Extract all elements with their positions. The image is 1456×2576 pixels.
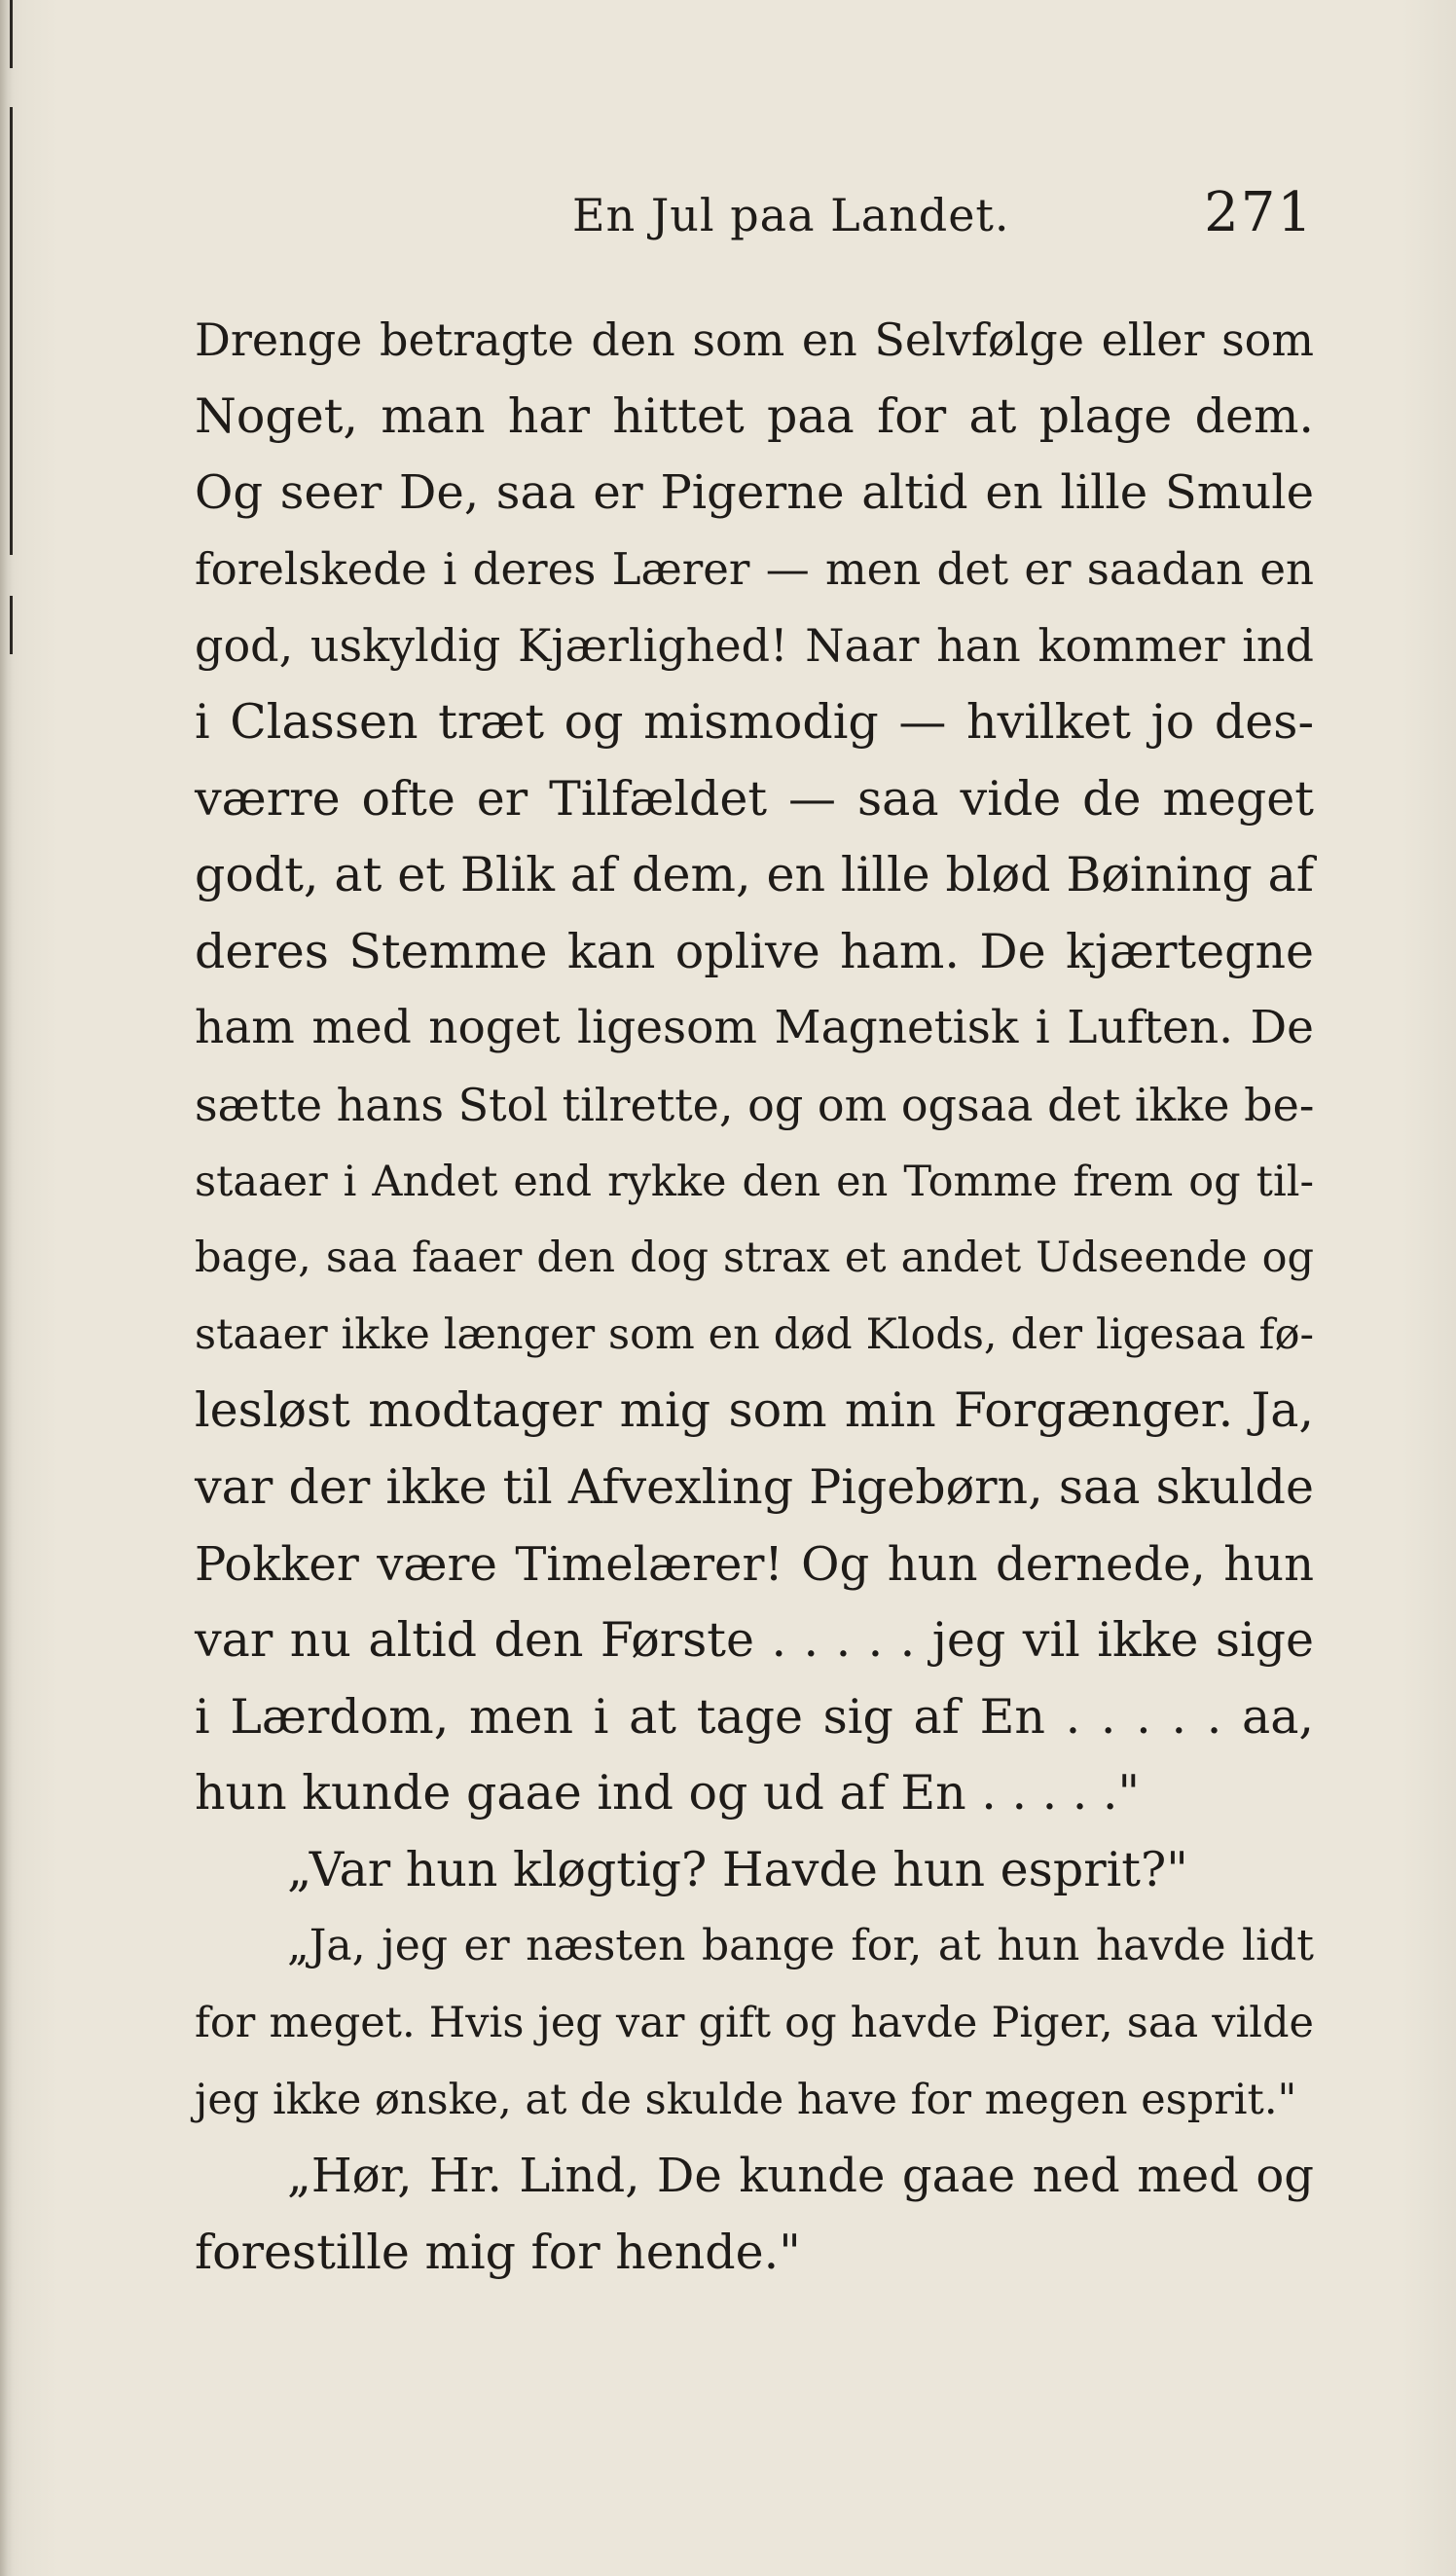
paragraph-1 [195, 302, 1314, 1832]
text-line: Og seer De, saa er Pigerne altid en lille Smule [195, 465, 1314, 521]
running-title: En Jul paa Landet. [572, 189, 1010, 241]
binding-mark [10, 0, 13, 68]
text-line: deres Stemme kan oplive ham. De kjærtegne [195, 923, 1314, 979]
text-line: staaer i Andet end rykke den en Tomme frem og til- [195, 1157, 1314, 1206]
text-line: jeg ikke ønske, at de skulde have for megen esprit." [195, 2075, 1297, 2124]
page-number: 271 [1204, 181, 1314, 244]
binding-mark [10, 107, 13, 555]
text-line: Noget, man har hittet paa for at plage dem. [195, 387, 1314, 444]
text-line: bage, saa faaer den dog strax et andet Udseende og [195, 1233, 1314, 1283]
text-line: lesløst modtager mig som min Forgænger. Ja, [195, 1382, 1314, 1439]
body-text [195, 302, 1314, 2291]
text-line: hun kunde gaae ind og ud af En . . . . ." [195, 1765, 1141, 1822]
text-line: Pokker være Timelærer! Og hun dernede, hun [195, 1536, 1314, 1592]
text-line: i Classen træt og mismodig — hvilket jo des- [195, 693, 1314, 750]
text-line: ham med noget ligesom Magnetisk i Luften. De [195, 1001, 1314, 1055]
binding-mark [10, 596, 13, 654]
text-line: værre ofte er Tilfældet — saa vide de meget [195, 770, 1314, 827]
text-line: god, uskyldig Kjærlighed! Naar han kommer ind [195, 619, 1314, 673]
text-line: „Var hun kløgtig? Havde hun esprit?" [287, 1841, 1188, 1897]
text-line: for meget. Hvis jeg var gift og havde Piger, saa vilde [195, 1999, 1314, 2048]
page-header [195, 181, 1314, 259]
paragraph-3 [195, 1908, 1314, 2138]
text-line: sætte hans Stol tilrette, og om ogsaa det ikke be- [195, 1078, 1315, 1131]
text-line: Drenge betragte den som en Selvfølge eller som [195, 313, 1314, 366]
text-line: staaer ikke længer som en død Klods, der ligesaa fø- [195, 1309, 1314, 1359]
text-line: godt, at et Blik af dem, en lille blød Bøining af [195, 847, 1314, 903]
text-line: var der ikke til Afvexling Pigebørn, saa skulde [195, 1458, 1314, 1515]
text-line: i Lærdom, men i at tage sig af En . . . . . aa, [195, 1688, 1314, 1745]
text-line: forestille mig for hende." [195, 2224, 801, 2280]
paragraph-2 [195, 1832, 1314, 1909]
text-line: „Ja, jeg er næsten bange for, at hun havde lidt [287, 1921, 1314, 1971]
text-line: forelskede i deres Lærer — men det er saadan en [195, 542, 1314, 595]
text-line: var nu altid den Første . . . . . jeg vil ikke sige [195, 1612, 1314, 1669]
binding-edge [0, 0, 14, 2576]
text-line: „Hør, Hr. Lind, De kunde gaae ned med og [287, 2149, 1314, 2204]
paragraph-4 [195, 2138, 1314, 2291]
